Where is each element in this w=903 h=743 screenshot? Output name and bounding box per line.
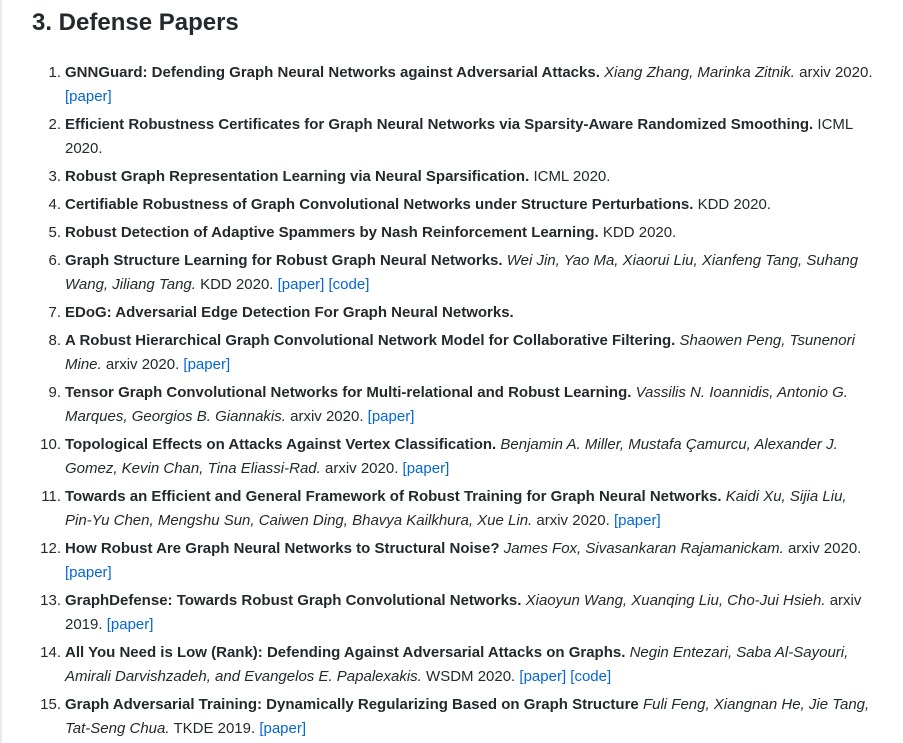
paper-number: 1. [48,64,61,81]
paper-authors: Wei Jin, Yao Ma, Xiaorui Liu, Xianfeng Tang, Suhang Wang, Jiliang Tang. [65,252,859,293]
paper-item [18,433,873,481]
paper-venue: KDD 2020. [602,224,677,241]
paper-title: Robust Detection of Adaptive Spammers by Nash Reinforcement Learning. [65,224,599,241]
paper-venue: WSDM 2020. [426,668,516,685]
paper-title: Graph Structure Learning for Robust Graph Neural Networks. [65,252,503,269]
paper-number: 13. [40,592,61,609]
paper-title: Towards an Efficient and General Framework of Robust Training for Graph Neural Networks. [65,488,722,505]
paper-venue: arxiv 2020. [290,408,364,425]
paper-link[interactable]: [paper] [65,564,112,581]
paper-title: Graph Adversarial Training: Dynamically Regularizing Based on Graph Structure [65,696,639,713]
paper-title: GNNGuard: Defending Graph Neural Networks against Adversarial Attacks. [65,64,600,81]
paper-number: 12. [40,540,61,557]
paper-link[interactable]: [paper] [613,512,661,529]
paper-authors: Kaidi Xu, Sijia Liu, Pin-Yu Chen, Mengshu Sun, Caiwen Ding, Bhavya Kailkhura, Xue Lin. [65,488,847,529]
paper-venue: ICML 2020. [65,116,853,157]
paper-item [18,61,873,109]
code-link[interactable]: [code] [570,668,612,685]
code-link[interactable]: [code] [328,276,370,293]
paper-number: 8. [48,332,61,349]
paper-authors: Benjamin A. Miller, Mustafa Çamurcu, Alexander J. Gomez, Kevin Chan, Tina Eliassi-Rad. [65,436,838,477]
paper-number: 4. [48,196,61,213]
paper-number: 2. [48,116,61,133]
paper-link[interactable]: [paper] [106,616,154,633]
paper-authors: Shaowen Peng, Tsunenori Mine. [65,332,855,373]
paper-number: 5. [48,224,61,241]
paper-item [18,381,873,429]
paper-venue: arxiv 2019. [65,592,862,633]
paper-list [18,61,873,741]
paper-item [18,537,873,585]
paper-authors: Xiang Zhang, Marinka Zitnik. [604,64,795,81]
section-heading: 3. Defense Papers [32,9,239,36]
paper-number: 15. [40,696,61,713]
paper-number: 9. [48,384,61,401]
paper-link[interactable]: [paper] [277,276,325,293]
paper-number: 7. [48,304,61,321]
paper-authors: Xiaoyun Wang, Xuanqing Liu, Cho-Jui Hsieh. [525,592,826,609]
paper-number: 11. [41,488,61,505]
paper-number: 10. [40,436,61,453]
paper-item [18,693,873,741]
paper-venue: arxiv 2020. [105,356,180,373]
paper-authors: Negin Entezari, Saba Al-Sayouri, Amirali Darvishzadeh, and Evangelos E. Papalexakis. [65,644,849,685]
paper-item [18,589,873,637]
paper-authors: James Fox, Sivasankaran Rajamanickam. [503,540,784,557]
paper-link[interactable]: [paper] [367,408,415,425]
paper-title: EDoG: Adversarial Edge Detection For Graph Neural Networks. [65,304,514,321]
paper-authors: Vassilis N. Ioannidis, Antonio G. Marques, Georgios B. Giannakis. [65,384,848,425]
paper-authors: Fuli Feng, Xiangnan He, Jie Tang, Tat-Seng Chua. [65,696,870,737]
paper-link[interactable]: [paper] [65,88,112,105]
paper-title: Topological Effects on Attacks Against Vertex Classification. [65,436,497,453]
paper-venue: ICML 2020. [533,168,611,185]
paper-item [18,221,873,245]
paper-venue: arxiv 2020. [799,64,873,81]
paper-item [18,113,873,161]
paper-number: 6. [48,252,61,269]
paper-title: GraphDefense: Towards Robust Graph Convolutional Networks. [65,592,522,609]
paper-link[interactable]: [paper] [519,668,567,685]
paper-item [18,165,873,189]
paper-venue: KDD 2020. [697,196,771,213]
paper-venue: arxiv 2020. [536,512,610,529]
paper-title: How Robust Are Graph Neural Networks to Structural Noise? [65,540,500,557]
paper-venue: KDD 2020. [200,276,274,293]
paper-venue: arxiv 2020. [324,460,399,477]
paper-item [18,249,873,297]
paper-venue: TKDE 2019. [173,720,256,737]
paper-number: 14. [40,644,61,661]
paper-title: Efficient Robustness Certificates for Graph Neural Networks via Sparsity-Aware Randomized Smoothing. [65,116,814,133]
paper-item [18,193,873,217]
content-left-border [0,0,2,743]
paper-title: Robust Graph Representation Learning via Neural Sparsification. [65,168,530,185]
paper-title: All You Need is Low (Rank): Defending Against Adversarial Attacks on Graphs. [65,644,626,661]
paper-venue: arxiv 2020. [787,540,862,557]
paper-item [18,485,873,533]
paper-item [18,301,873,325]
paper-link[interactable]: [paper] [183,356,231,373]
paper-number: 3. [48,168,61,185]
paper-title: Certifiable Robustness of Graph Convolutional Networks under Structure Perturbations. [65,196,694,213]
paper-link[interactable]: [paper] [259,720,307,737]
paper-item [18,641,873,689]
paper-item [18,329,873,377]
paper-title: Tensor Graph Convolutional Networks for Multi-relational and Robust Learning. [65,384,632,401]
paper-title: A Robust Hierarchical Graph Convolutional Network Model for Collaborative Filtering. [65,332,676,349]
paper-link[interactable]: [paper] [402,460,450,477]
